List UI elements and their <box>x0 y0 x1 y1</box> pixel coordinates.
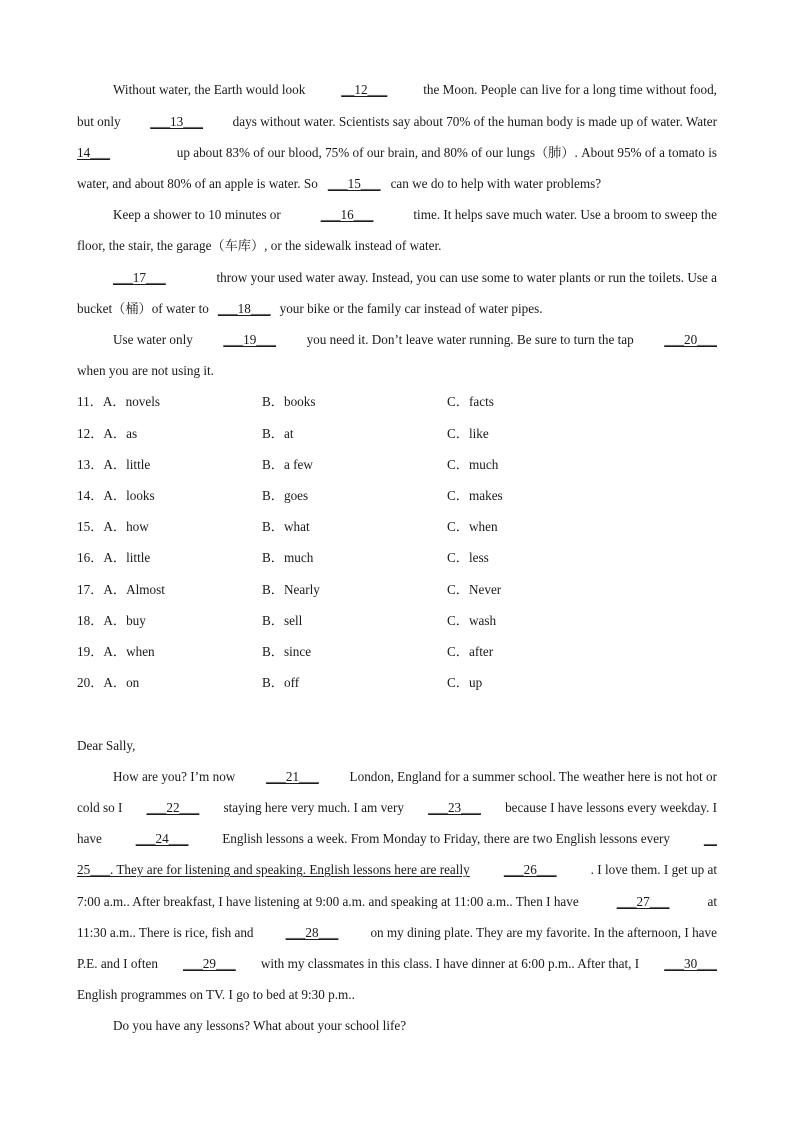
text: your bike or the family car instead of water pipes. <box>279 301 543 316</box>
letter-line <box>113 767 717 787</box>
blank-18: ___18___ <box>217 301 271 316</box>
option-row <box>77 455 717 475</box>
option-c: C．up <box>447 675 483 690</box>
text: cold so I <box>77 800 123 815</box>
option-b: B．at <box>262 426 294 441</box>
option-b: B．goes <box>262 488 309 503</box>
blank-30: ___30___ <box>664 956 717 971</box>
option-row <box>77 392 717 412</box>
option-a: 15．A．how <box>77 519 149 534</box>
text: Dear Sally, <box>77 738 136 753</box>
option-row <box>77 673 717 693</box>
text: at <box>707 894 717 909</box>
text: Do you have any lessons? What about your school life? <box>113 1018 407 1033</box>
text: the Moon. People can live for a long time without food, <box>423 82 717 97</box>
option-b: B．off <box>262 675 300 690</box>
option-b: B．what <box>262 519 310 534</box>
option-b: B．since <box>262 644 312 659</box>
text: bucket（桶）of water to <box>77 301 209 316</box>
option-b: B．a few <box>262 457 313 472</box>
text: 7:00 a.m.. After breakfast, I have listening at 9:00 a.m. and speaking at 11:00 a.m.. Then I have <box>77 894 579 909</box>
option-b: B．sell <box>262 613 303 628</box>
passage1-line <box>77 299 717 319</box>
option-row <box>77 611 717 631</box>
option-row <box>77 517 717 537</box>
passage1-line <box>77 361 717 381</box>
text: Without water, the Earth would look <box>113 82 306 97</box>
blank-25: 25___. They are for listening and speaking. English lessons here are really <box>77 862 470 877</box>
text: time. It helps save much water. Use a broom to sweep the <box>413 207 717 222</box>
blank-12: __12___ <box>341 82 388 97</box>
letter-line <box>77 923 717 943</box>
text: floor, the stair, the garage（车库）, or the sidewalk instead of water. <box>77 238 442 253</box>
option-b: B．Nearly <box>262 582 320 597</box>
text: throw your used water away. Instead, you can use some to water plants or run the toilets. Use a <box>216 270 717 285</box>
blank-24: ___24___ <box>135 831 189 846</box>
option-a: 18．A．buy <box>77 613 146 628</box>
letter-line <box>113 1016 717 1036</box>
blank-25-start: __ <box>703 831 717 846</box>
passage1-line <box>113 80 717 100</box>
text: days without water. Scientists say about 70% of the human body is made up of water. Water <box>232 114 717 129</box>
option-row <box>77 548 717 568</box>
text: up about 83% of our blood, 75% of our brain, and 80% of our lungs（肺）. About 95% of a tomato is <box>176 145 717 160</box>
option-c: C．like <box>447 426 489 441</box>
text: can we do to help with water problems? <box>390 176 602 191</box>
blank-28: ___28___ <box>285 925 339 940</box>
option-a: 13．A．little <box>77 457 151 472</box>
blank-19: ___19___ <box>223 332 277 347</box>
option-c: C．when <box>447 519 498 534</box>
text: English programmes on TV. I go to bed at 9:30 p.m.. <box>77 987 355 1002</box>
option-c: C．much <box>447 457 499 472</box>
letter-line <box>77 860 717 880</box>
option-a: 19．A．when <box>77 644 155 659</box>
text: . I love them. I get up at <box>590 862 717 877</box>
text: water, and about 80% of an apple is water. So <box>77 176 318 191</box>
option-c: C．after <box>447 644 494 659</box>
letter-line <box>77 892 717 912</box>
blank-15: ___15___ <box>327 176 381 191</box>
blank-27: ___27___ <box>616 894 670 909</box>
option-a: 12．A．as <box>77 426 138 441</box>
text: staying here very much. I am very <box>223 800 405 815</box>
text: on my dining plate. They are my favorite. In the afternoon, I have <box>370 925 717 940</box>
letter-line <box>77 985 717 1005</box>
passage1-line <box>77 112 717 132</box>
blank-14: 14___ <box>77 145 110 160</box>
blank-13: ___13___ <box>150 114 203 129</box>
option-b: B．much <box>262 550 314 565</box>
option-c: C．Never <box>447 582 502 597</box>
option-row <box>77 424 717 444</box>
text: 11:30 a.m.. There is rice, fish and <box>77 925 254 940</box>
text: but only <box>77 114 121 129</box>
option-a: 20．A．on <box>77 675 140 690</box>
letter-line <box>77 798 717 818</box>
option-b: B．books <box>262 394 316 409</box>
option-a: 11．A．novels <box>77 394 161 409</box>
option-a: 17．A．Almost <box>77 582 165 597</box>
passage1-line <box>77 143 717 163</box>
option-c: C．wash <box>447 613 497 628</box>
blank-21: ___21___ <box>266 769 319 784</box>
text: when you are not using it. <box>77 363 214 378</box>
option-row <box>77 580 717 600</box>
passage1-line <box>113 268 717 288</box>
text: P.E. and I often <box>77 956 158 971</box>
blank-16: ___16___ <box>320 207 374 222</box>
text: Keep a shower to 10 minutes or <box>113 207 281 222</box>
blank-29: ___29___ <box>183 956 236 971</box>
text: Use water only <box>113 332 193 347</box>
text: London, England for a summer school. The weather here is not hot or <box>349 769 717 784</box>
option-c: C．facts <box>447 394 494 409</box>
option-row <box>77 642 717 662</box>
letter-line <box>77 829 717 849</box>
option-row <box>77 486 717 506</box>
option-a: 16．A．little <box>77 550 151 565</box>
option-c: C．less <box>447 550 489 565</box>
text: you need it. Don’t leave water running. Be sure to turn the tap <box>306 332 634 347</box>
text: with my classmates in this class. I have dinner at 6:00 p.m.. After that, I <box>260 956 640 971</box>
passage1-line <box>113 205 717 225</box>
blank-17: ___17___ <box>113 270 166 285</box>
passage1-line <box>77 174 717 194</box>
text: because I have lessons every weekday. I <box>505 800 717 815</box>
passage1-line <box>113 330 717 350</box>
blank-20: ___20___ <box>664 332 717 347</box>
letter-line <box>77 954 717 974</box>
passage1-line <box>77 236 717 256</box>
letter-greeting <box>77 736 717 756</box>
option-c: C．makes <box>447 488 503 503</box>
text: have <box>77 831 102 846</box>
blank-26: ___26___ <box>503 862 557 877</box>
text: English lessons a week. From Monday to Friday, there are two English lessons every <box>222 831 671 846</box>
blank-23: ___23___ <box>428 800 481 815</box>
blank-22: ___22___ <box>146 800 200 815</box>
text: How are you? I’m now <box>113 769 236 784</box>
option-a: 14．A．looks <box>77 488 155 503</box>
